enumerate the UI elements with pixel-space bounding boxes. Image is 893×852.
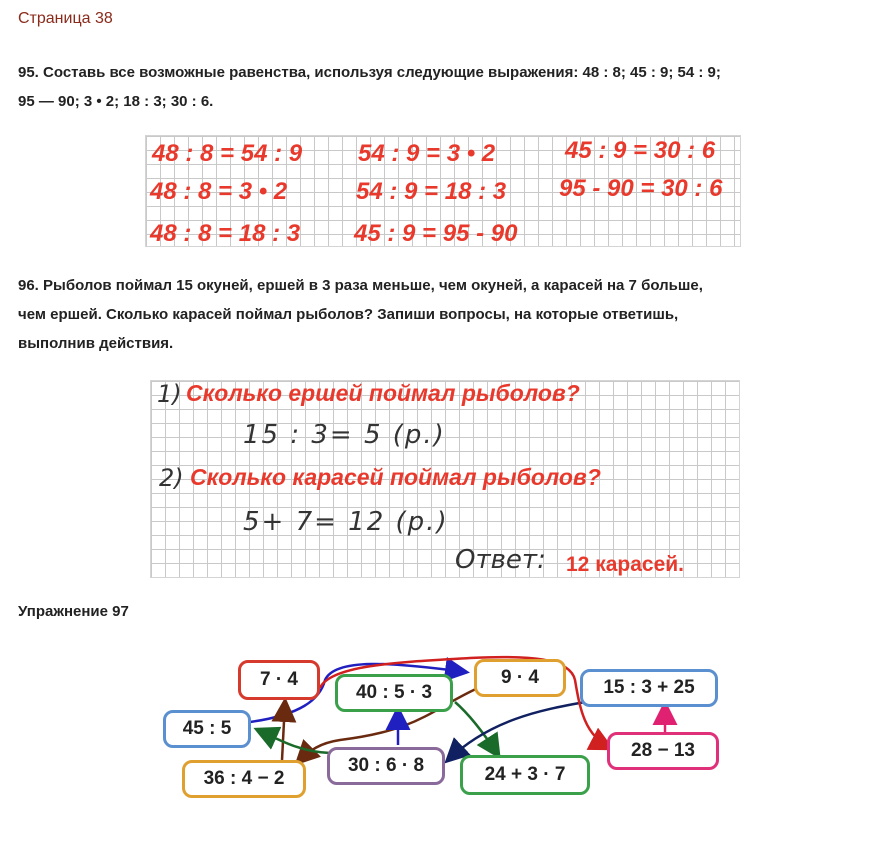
question-2: Сколько карасей поймал рыболов? <box>190 464 601 490</box>
equation-6: 95 - 90 = 30 : 6 <box>559 175 723 202</box>
equation-3: 45 : 9 = 30 : 6 <box>565 137 716 164</box>
expression-9x4: 9 · 4 <box>474 659 566 697</box>
arrow-36-to-7x4 <box>282 702 285 760</box>
equation-5: 54 : 9 = 18 : 3 <box>356 178 507 205</box>
answer-label: Ответ: <box>455 545 546 575</box>
expression-15-3-25: 15 : 3 + 25 <box>580 669 718 707</box>
arrows-layer <box>0 640 893 840</box>
calculation-1: 15 : 3= 5 (р.) <box>243 420 446 450</box>
task-96-line-1: 96. Рыболов поймал 15 окуней, ершей в 3 раза меньше, чем окуней, а карасей на 7 больше, <box>18 277 703 294</box>
question-2-number: 2) <box>159 464 184 492</box>
task-95-text <box>18 58 878 116</box>
task-96-line-2: чем ершей. Сколько карасей поймал рыболов? Запиши вопросы, на которые ответишь, <box>18 306 679 323</box>
task-96-line-3: выполнив действия. <box>18 335 174 352</box>
task-95-line-1: 95. Составь все возможные равенства, используя следующие выражения: 48 : 8; 45 : 9; 54 : 9; <box>18 64 721 81</box>
expression-30-6-8: 30 : 6 · 8 <box>327 747 445 785</box>
task-95-line-2: 95 — 90; 3 • 2; 18 : 3; 30 : 6. <box>18 93 214 110</box>
question-1: Сколько ершей поймал рыболов? <box>186 380 580 406</box>
arrow-30-to-45 <box>258 730 330 753</box>
calculation-2: 5+ 7= 12 (р.) <box>243 507 449 537</box>
equation-4: 48 : 8 = 3 • 2 <box>150 178 288 205</box>
task-96-text <box>18 271 878 358</box>
equation-7: 48 : 8 = 18 : 3 <box>150 220 301 247</box>
page-label: Страница 38 <box>18 10 113 27</box>
equation-1: 48 : 8 = 54 : 9 <box>152 140 303 167</box>
arrow-15-to-30 <box>448 702 585 760</box>
expression-24-3-7: 24 + 3 · 7 <box>460 755 590 795</box>
exercise-97-title: Упражнение 97 <box>18 603 129 620</box>
answer: 12 карасей. <box>566 553 684 576</box>
equation-8: 45 : 9 = 95 - 90 <box>354 220 518 247</box>
exercise-97-diagram <box>0 640 893 840</box>
expression-40-5-3: 40 : 5 · 3 <box>335 674 453 712</box>
expression-7x4: 7 · 4 <box>238 660 320 700</box>
expression-45-5: 45 : 5 <box>163 710 251 748</box>
expression-28-13: 28 − 13 <box>607 732 719 770</box>
equation-2: 54 : 9 = 3 • 2 <box>358 140 496 167</box>
expression-36-4-2: 36 : 4 − 2 <box>182 760 306 798</box>
question-1-number: 1) <box>157 380 182 408</box>
